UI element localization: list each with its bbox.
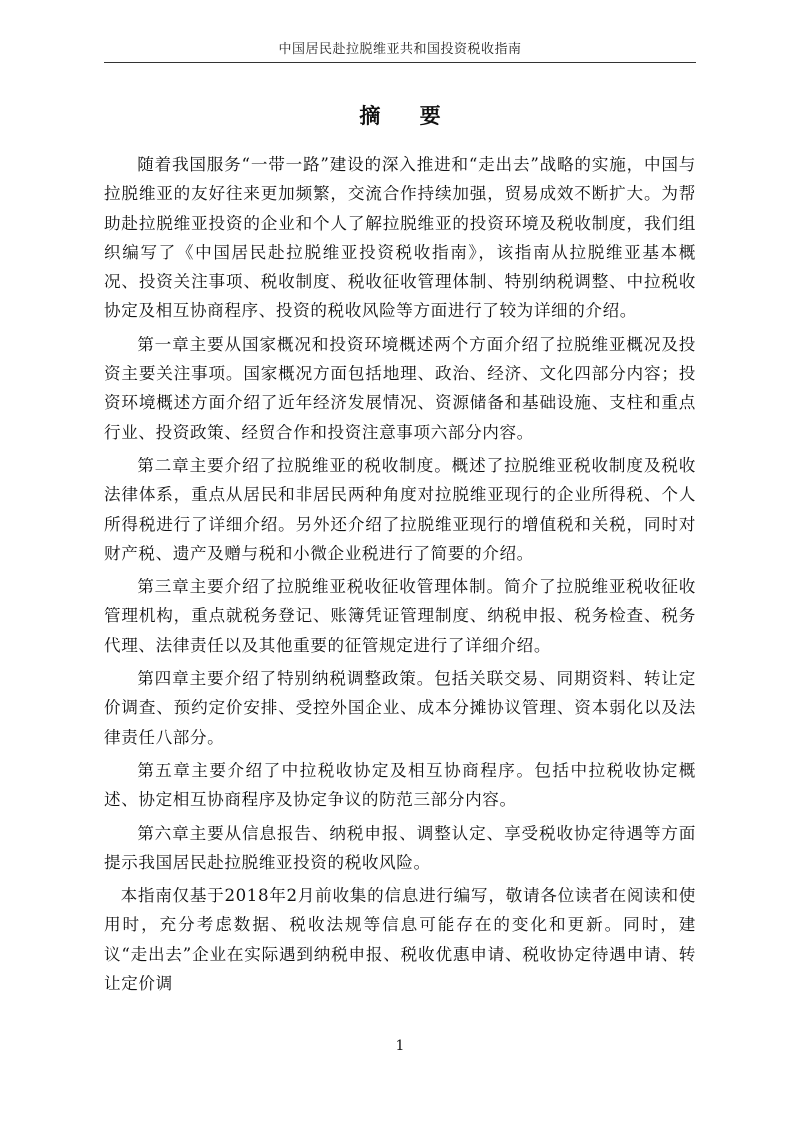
paragraph-disclaimer: 本指南仅基于2018年2月前收集的信息进行编写，敬请各位读者在阅读和使用时，充分考虑数据、税收法规等信息可能存在的变化和更新。同时，建议“走出去”企业在实际遇到纳税申报、税收优惠申请、税收协定待遇申请、转让定价调 [104,886,696,994]
page-title: 摘 要 [359,103,457,128]
paragraph-chapter-1: 第一章主要从国家概况和投资环境概述两个方面介绍了拉脱维亚概况及投资主要关注事项。国家概况方面包括地理、政治、经济、文化四部分内容；投资环境概述方面介绍了近年经济发展情况、资源储备和基础设施、支柱和重点行业、投资政策、经贸合作和投资注意事项六部分内容。 [104,334,696,442]
page-number: 1 [395,1038,405,1054]
paragraph-chapter-4: 第四章主要介绍了特别纳税调整政策。包括关联交易、同期资料、转让定价调查、预约定价安排、受控外国企业、成本分摊协议管理、资本弱化以及法律责任八部分。 [104,669,696,747]
paragraph-chapter-2: 第二章主要介绍了拉脱维亚的税收制度。概述了拉脱维亚税收制度及税收法律体系，重点从居民和非居民两种角度对拉脱维亚现行的企业所得税、个人所得税进行了详细介绍。另外还介绍了拉脱维亚现行的增值税和关税，同时对财产税、遗产及赠与税和小微企业税进行了简要的介绍。 [104,455,696,563]
header-rule [104,62,696,63]
paragraph-chapter-3: 第三章主要介绍了拉脱维亚税收征收管理体制。简介了拉脱维亚税收征收管理机构，重点就税务登记、账簿凭证管理制度、纳税申报、税务检查、税务代理、法律责任以及其他重要的征管规定进行了详细介绍。 [104,577,696,655]
paragraph-intro: 随着我国服务“一带一路”建设的深入推进和“走出去”战略的实施，中国与拉脱维亚的友好往来更加频繁，交流合作持续加强，贸易成效不断扩大。为帮助赴拉脱维亚投资的企业和个人了解拉脱维亚的投资环境及税收制度，我们组织编写了《中国居民赴拉脱维亚投资税收指南》，该指南从拉脱维亚基本概况、投资关注事项、税收制度、税收征收管理体制、特别纳税调整、中拉税收协定及相互协商程序、投资的税收风险等方面进行了较为详细的介绍。 [104,155,696,321]
body-text [104,150,696,1002]
paragraph-chapter-5: 第五章主要介绍了中拉税收协定及相互协商程序。包括中拉税收协定概述、协定相互协商程序及协定争议的防范三部分内容。 [104,760,696,810]
running-header: 中国居民赴拉脱维亚共和国投资税收指南 [278,42,522,57]
paragraph-chapter-6: 第六章主要从信息报告、纳税申报、调整认定、享受税收协定待遇等方面提示我国居民赴拉脱维亚投资的税收风险。 [104,823,696,872]
